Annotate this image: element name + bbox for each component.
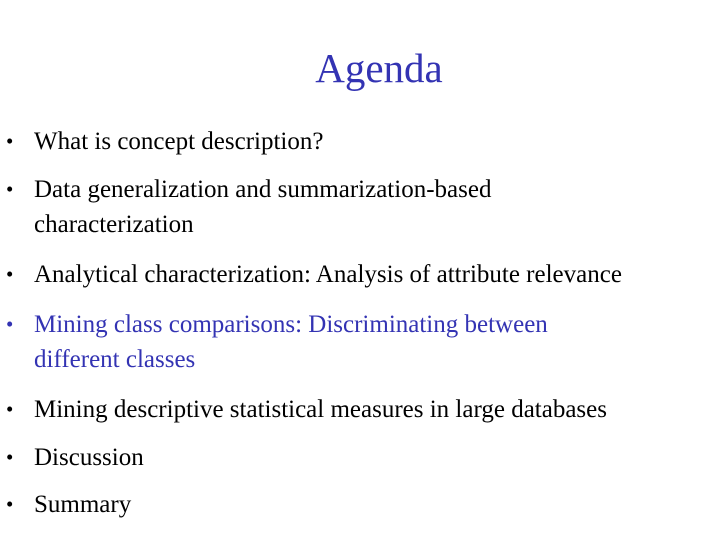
bullet-icon: • <box>6 129 14 153</box>
agenda-item-text <box>34 257 714 292</box>
bullet-icon: • <box>6 177 14 201</box>
agenda-item-line: Discussion <box>34 444 144 471</box>
agenda-item-text <box>34 307 714 377</box>
bullet-icon: • <box>6 312 14 336</box>
agenda-item-text <box>34 440 714 475</box>
agenda-item-line: What is concept description? <box>34 128 324 155</box>
agenda-item-line: Data generalization and summarization-based <box>34 176 492 203</box>
agenda-item-text <box>34 392 714 427</box>
bullet-icon: • <box>6 492 14 516</box>
agenda-item-line: Mining descriptive statistical measures in large databases <box>34 396 607 423</box>
agenda-item-line: characterization <box>34 211 194 238</box>
agenda-item-line: different classes <box>34 346 196 373</box>
agenda-item-line: Summary <box>34 491 132 518</box>
bullet-icon: • <box>6 397 14 421</box>
agenda-item-text <box>34 487 714 522</box>
agenda-item-text <box>34 124 714 159</box>
bullet-icon: • <box>6 445 14 469</box>
slide-title: Agenda <box>315 45 443 91</box>
bullet-icon: • <box>6 262 14 286</box>
agenda-item-line: Analytical characterization: Analysis of attribute relevance <box>34 261 622 288</box>
agenda-item-text <box>34 172 714 242</box>
agenda-item-line: Mining class comparisons: Discriminating between <box>34 311 548 338</box>
